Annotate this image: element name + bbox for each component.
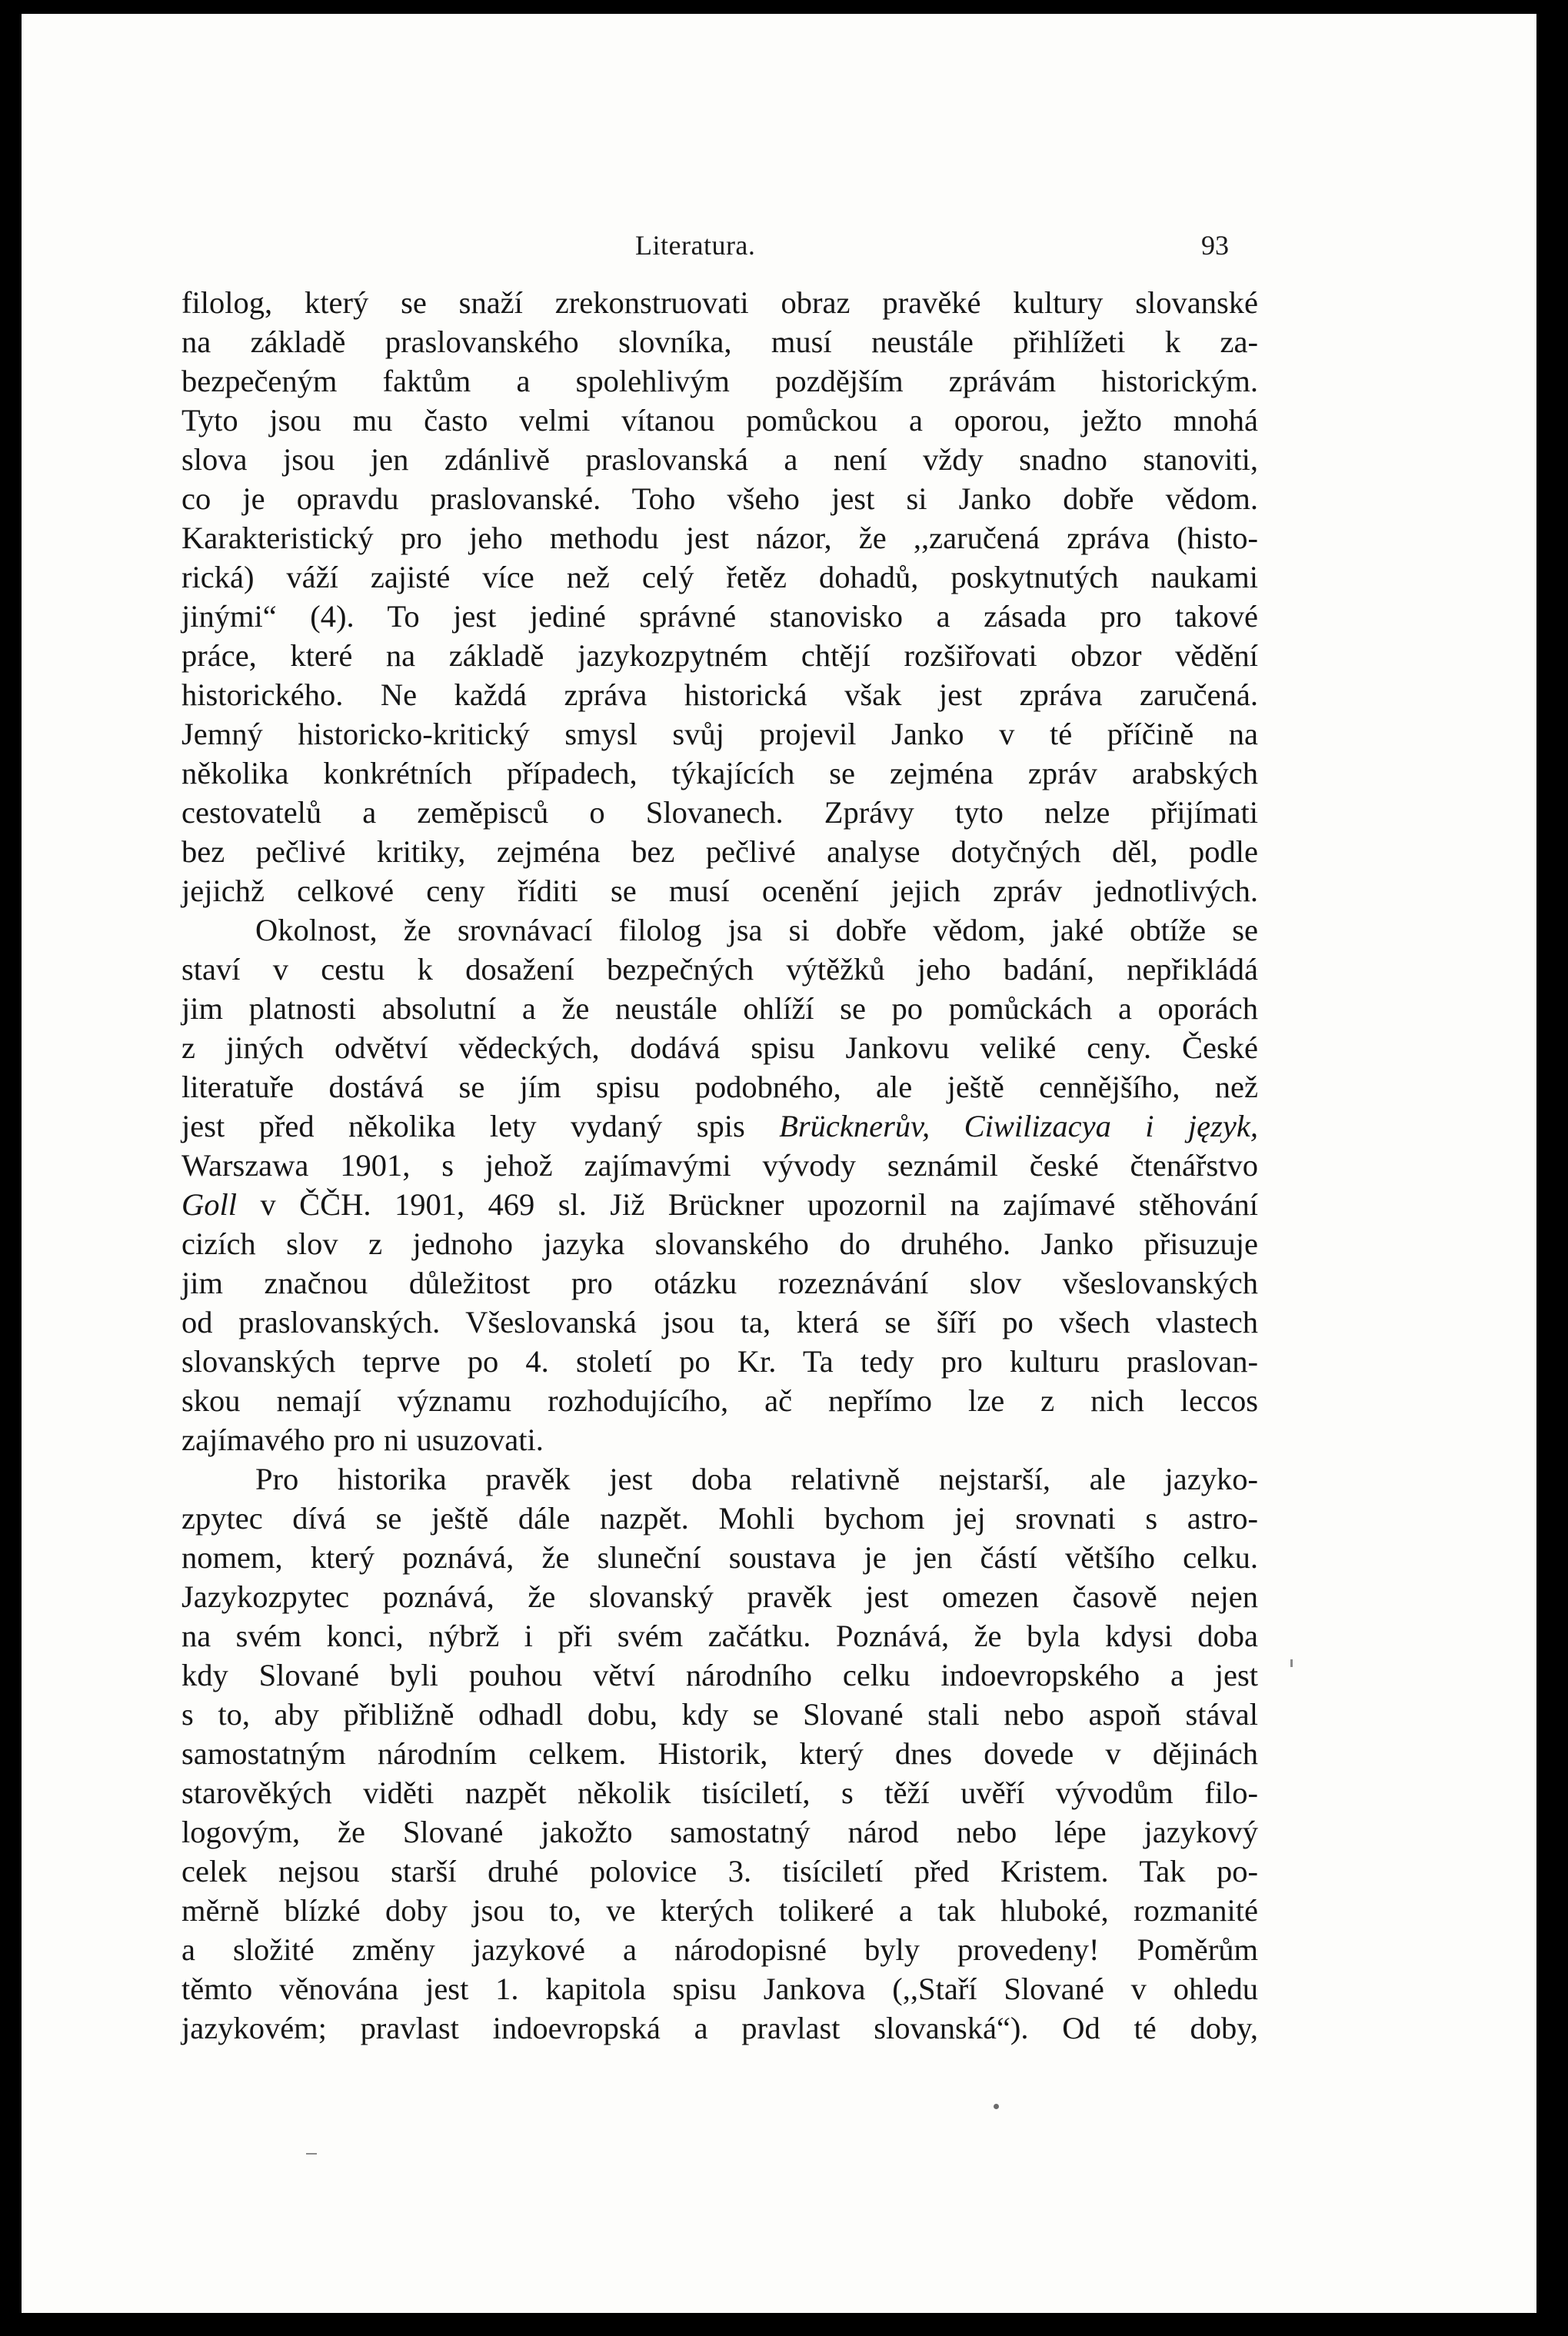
text-line: slovanských teprve po 4. století po Kr. Ta tedy pro kulturu praslovan- [181, 1344, 1258, 1379]
text-line: co je opravdu praslovanské. Toho všeho jest si Janko dobře vědom. [181, 481, 1258, 516]
text-line: měrně blízké doby jsou to, ve kterých tolikeré a tak hluboké, rozmanité [181, 1893, 1258, 1928]
text-line: bezpečeným faktům a spolehlivým pozdějším zprávám historickým. [181, 364, 1258, 398]
running-head: Literatura. [635, 230, 756, 261]
text-line: slova jsou jen zdánlivě praslovanská a není vždy snadno stanoviti, [181, 442, 1258, 477]
text-line: Jazykozpytec poznává, že slovanský pravěk jest omezen časově nejen [181, 1579, 1258, 1614]
text-line: Tyto jsou mu často velmi vítanou pomůckou a oporou, ježto mnohá [181, 403, 1258, 438]
italic-citation: Brücknerův, Ciwilizacya i język, [779, 1109, 1258, 1143]
text-line: bez pečlivé kritiky, zejména bez pečlivé analyse dotyčných děl, podle [181, 834, 1258, 869]
text-line: Jemný historicko-kritický smysl svůj projevil Janko v té příčině na [181, 717, 1258, 751]
text-line: celek nejsou starší druhé polovice 3. tisíciletí před Kristem. Tak po- [181, 1854, 1258, 1888]
margin-mark [306, 2153, 317, 2155]
text-line: a složité změny jazykové a národopisné byly provedeny! Poměrům [181, 1932, 1258, 1967]
page-header [181, 229, 1229, 268]
text-line: samostatným národním celkem. Historik, který dnes dovede v dějinách [181, 1736, 1258, 1771]
text-line: literatuře dostává se jím spisu podobného, ale ještě cennějšího, než [181, 1070, 1258, 1104]
text-line: staví v cestu k dosažení bezpečných výtěžků jeho badání, nepřikládá [181, 952, 1258, 987]
margin-mark [1290, 1659, 1293, 1667]
text-line: z jiných odvětví vědeckých, dodává spisu Jankovu veliké ceny. České [181, 1030, 1258, 1065]
ink-speck [994, 2104, 999, 2109]
text-line: jejichž celkové ceny říditi se musí ocenění jejich zpráv jednotlivých. [181, 874, 1258, 908]
text-line: Okolnost, že srovnávací filolog jsa si dobře vědom, jaké obtíže se [255, 913, 1258, 947]
text-line: Pro historika pravěk jest doba relativně nejstarší, ale jazyko- [255, 1462, 1258, 1496]
text-line: Warszawa 1901, s jehož zajímavými vývody seznámil české čtenářstvo [181, 1148, 1258, 1183]
text-line [181, 1106, 1258, 1146]
text-line: rická) váží zajisté více než celý řetěz dohadů, poskytnutých naukami [181, 560, 1258, 594]
text-line: jinými“ (4). To jest jediné správné stanovisko a zásada pro takové [181, 599, 1258, 634]
text-line: na svém konci, nýbrž i při svém začátku. Poznává, že byla kdysi doba [181, 1619, 1258, 1653]
text-line: historického. Ne každá zpráva historická však jest zpráva zaručená. [181, 677, 1258, 712]
text-line: těmto věnována jest 1. kapitola spisu Jankova (,,Staří Slované v ohledu [181, 1972, 1258, 2006]
paragraph-2 [181, 910, 1258, 1459]
text-line: cestovatelů a zeměpisců o Slovanech. Zprávy tyto nelze přijímati [181, 795, 1258, 830]
text-line [181, 1185, 1258, 1224]
text-line: nomem, který poznává, že sluneční soustava je jen částí většího celku. [181, 1540, 1258, 1575]
text-line: jim značnou důležitost pro otázku rozeznávání slov všeslovanských [181, 1266, 1258, 1300]
text-line: jazykovém; pravlast indoevropská a pravlast slovanská“). Od té doby, [181, 2011, 1258, 2045]
text-run: jest před několika lety vydaný spis [181, 1109, 780, 1143]
text-line: filolog, který se snaží zrekonstruovati obraz pravěké kultury slovanské [181, 285, 1258, 320]
text-line: Karakteristický pro jeho methodu jest názor, že ,,zaručená zpráva (histo- [181, 521, 1258, 555]
text-line: zajímavého pro ni usuzovati. [181, 1423, 544, 1457]
text-run: v ČČH. 1901, 469 sl. Již Brückner upozornil na zajímavé stěhování [237, 1187, 1258, 1222]
page-number: 93 [1201, 230, 1229, 261]
text-line: práce, které na základě jazykozpytném chtějí rozšiřovati obzor vědění [181, 638, 1258, 673]
text-line: starověkých viděti nazpět několik tisíciletí, s těží uvěří vývodům filo- [181, 1775, 1258, 1810]
text-line: jim platnosti absolutní a že neustále ohlíží se po pomůckách a oporách [181, 991, 1258, 1026]
text-line: od praslovanských. Všeslovanská jsou ta, která se šíří po všech vlastech [181, 1305, 1258, 1339]
paragraph-3 [181, 1459, 1258, 2048]
text-line: cizích slov z jednoho jazyka slovanského do druhého. Janko přisuzuje [181, 1226, 1258, 1261]
text-line: s to, aby přibližně odhadl dobu, kdy se Slované stali nebo aspoň stával [181, 1697, 1258, 1732]
text-line: logovým, že Slované jakožto samostatný národ nebo lépe jazykový [181, 1815, 1258, 1849]
text-line: zpytec dívá se ještě dále nazpět. Mohli bychom jej srovnati s astro- [181, 1501, 1258, 1536]
text-line: kdy Slované byli pouhou větví národního celku indoevropského a jest [181, 1658, 1258, 1692]
paragraph-1 [181, 283, 1258, 910]
italic-author: Goll [181, 1187, 238, 1222]
text-line: několika konkrétních případech, týkajících se zejména zpráv arabských [181, 756, 1258, 790]
text-line: na základě praslovanského slovníka, musí neustále přihlížeti k za- [181, 324, 1258, 359]
body-text [181, 283, 1258, 2048]
text-line: skou nemají významu rozhodujícího, ač nepřímo lze z nich leccos [181, 1383, 1258, 1418]
